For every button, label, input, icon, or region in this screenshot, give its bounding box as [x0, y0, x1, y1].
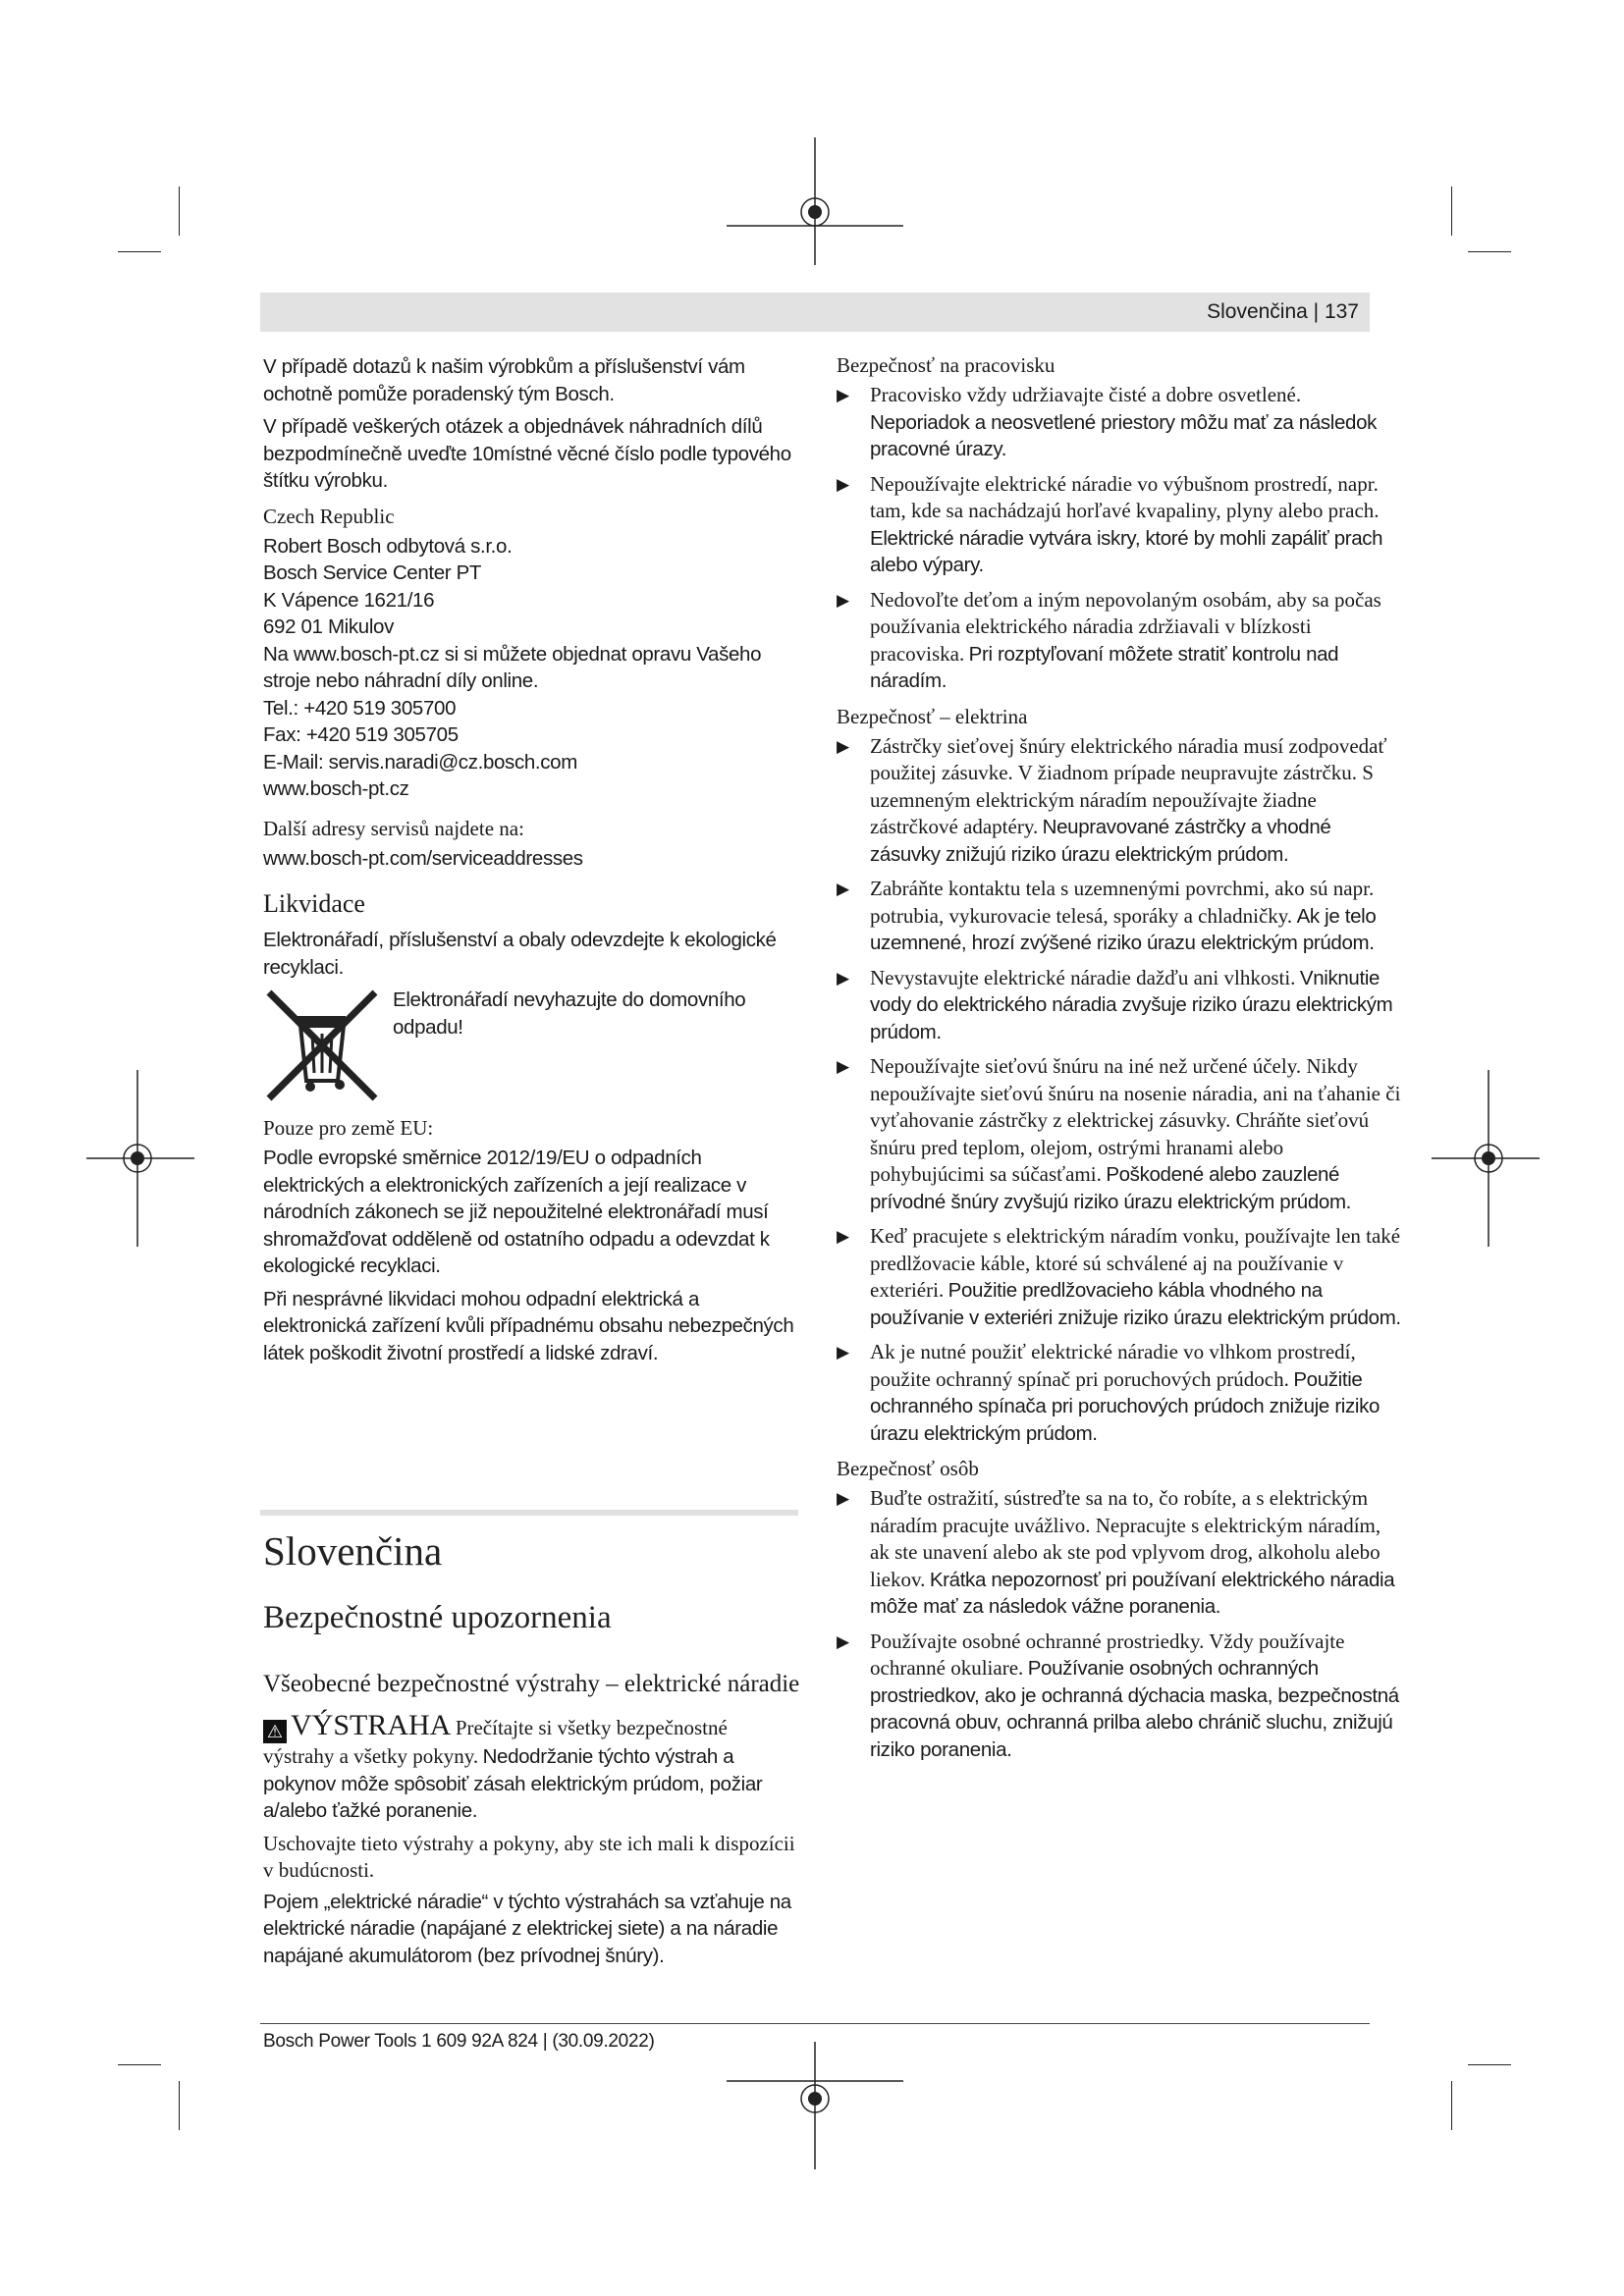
bullet-lead: Nepoužívajte sieťovú šnúru na iné než určené účely. Nikdy nepoužívajte sieťovú šnúru na nosenie náradia, ani na ťahanie či vyťahovanie zástrčky z elektrickej zásuvky. Chráňte sieťovú šnúru pred teplom, olejom, ostrými hranami alebo pohybujúcimi sa súčasťami.	[870, 1054, 1401, 1186]
bullet-rest: Použitie ochranného spínača pri poruchových prúdoch znižuje riziko úrazu elektrickým prúdom.	[870, 1367, 1380, 1445]
contact-intro-1: V případě dotazů k našim výrobkům a příslušenství vám ochotně pomůže poradenský tým Bosch.	[263, 355, 745, 405]
bullet-triangle-icon: ▶	[837, 590, 850, 610]
bullet-lead: Nepoužívajte elektrické náradie vo výbušnom prostredí, napr. tam, kde sa nachádzajú horľavé kvapaliny, plyny alebo prach.	[870, 471, 1380, 522]
footer-rule	[260, 2023, 1370, 2024]
bullet-rest: Používanie osobných ochranných prostriedkov, ako je ochranná dýchacia maska, bezpečnostná pracovná obuv, ochranná prilba alebo chránič sluchu, znižujú riziko poranenia.	[870, 1657, 1399, 1761]
bullet-triangle-icon: ▶	[837, 736, 850, 756]
eu-only-heading: Pouze pro země EU:	[263, 1116, 434, 1140]
bullet-lead: Zástrčky sieťovej šnúry elektrického náradia musí zodpovedať použitej zásuvke. V žiadnom prípade neupravujte zástrčku. S uzemneným elektrickým náradím nepoužívajte žiadne zástrčkové adaptéry.	[870, 733, 1387, 838]
bullet-lead: Keď pracujete s elektrickým náradím vonku, používajte len také predlžovacie káble, ktoré sú schválené aj na používanie v exteriéri.	[870, 1224, 1401, 1302]
bullet-triangle-icon: ▶	[837, 474, 850, 494]
bullet-rest: Neporiadok a neosvetlené priestory môžu mať za následok pracovné úrazy.	[870, 410, 1378, 460]
registration-mark-icon	[727, 2042, 903, 2169]
section-rule	[260, 1510, 798, 1516]
section-title: Bezpečnosť osôb	[837, 1457, 979, 1480]
section-title: Bezpečnosť na pracovisku	[837, 353, 1056, 377]
bullet-item	[837, 471, 1401, 579]
address-line: K Vápence 1621/16	[263, 588, 435, 612]
more-addresses-url[interactable]: www.bosch-pt.com/serviceaddresses	[263, 846, 583, 870]
bullet-item	[837, 876, 1401, 957]
bullet-lead: Buďte ostražití, sústreďte sa na to, čo robíte, a s elektrickým náradím pracujte uvážlivo. Nepracujte s elektrickým náradím, ak ste unavení alebo ak ste pod vplyvom drog, alkoholu alebo liekov.	[870, 1486, 1381, 1591]
safety-title: Bezpečnostné upozornenia	[263, 1600, 612, 1635]
keep-instructions: Uschovajte tieto výstrahy a pokyny, aby ste ich mali k dispozícii v budúcnosti.	[263, 1831, 795, 1882]
bullet-triangle-icon: ▶	[837, 880, 850, 898]
contact-intro-2: V případě veškerých otázek a objednávek náhradních dílů bezpodmínečně uveďte 10místné věcné číslo podle typového štítku výrobku.	[263, 415, 791, 492]
right-column	[837, 353, 1401, 1771]
bullet-triangle-icon: ▶	[837, 1343, 850, 1362]
bullet-triangle-icon: ▶	[837, 1057, 850, 1076]
address-line: Na www.bosch-pt.cz si si můžete objednat opravu Vašeho stroje nebo náhradní díly online.	[263, 642, 762, 692]
more-addresses-label: Další adresy servisů najdete na:	[263, 816, 524, 840]
registration-mark-icon	[727, 137, 903, 265]
address-line: Fax: +420 519 305705	[263, 723, 459, 746]
warning-lead: Prečítajte si všetky bezpečnostné výstrahy a všetky pokyny.	[263, 1716, 728, 1768]
weee-text: Elektronářadí nevyhazujte do domovního odpadu!	[393, 988, 746, 1039]
bullet-lead: Nevystavujte elektrické náradie dažďu ani vlhkosti.	[870, 965, 1296, 989]
bullet-triangle-icon: ▶	[837, 1631, 850, 1651]
bullet-rest: Krátka nepozornosť pri používaní elektrického náradia môže mať za následok vážne poranenia.	[870, 1568, 1395, 1618]
bullet-lead: Pracovisko vždy udržiavajte čisté a dobre osvetlené.	[870, 383, 1302, 406]
address-line: Robert Bosch odbytová s.r.o.	[263, 534, 513, 558]
section-title: Bezpečnosť – elektrina	[837, 704, 1028, 728]
eu-paragraph: Podle evropské směrnice 2012/19/EU o odpadních elektrických a elektronických zařízeních a její realizace v národních zákonech se již nepoužitelné elektronářadí musí shromažďovat odděleně od ostatního odpadu a odevzdat k ekologické recyklaci.	[263, 1147, 770, 1277]
bullet-rest: Elektrické náradie vytvára iskry, ktoré by mohli zapáliť prach alebo výpary.	[870, 526, 1383, 576]
bullet-rest: Použitie predlžovacieho kábla vhodného na používanie v exteriéri znižuje riziko úrazu elektrickým prúdom.	[870, 1279, 1401, 1329]
bullet-lead: Používajte osobné ochranné prostriedky. Vždy používajte ochranné okuliare.	[870, 1629, 1345, 1680]
bullet-triangle-icon: ▶	[837, 1489, 850, 1508]
section-electricity	[837, 705, 1401, 1448]
warning-rest: Nedodržanie týchto výstrah a pokynov môže spôsobiť zásah elektrickým prúdom, požiar a/alebo ťažké poranenie.	[263, 1745, 763, 1822]
address-line: www.bosch-pt.cz	[263, 777, 409, 800]
bullet-lead: Ak je nutné použiť elektrické náradie vo vlhkom prostredí, použite ochranný spínač pri poruchových prúdoch.	[870, 1340, 1356, 1391]
bullet-rest: Vniknutie vody do elektrického náradia zvyšuje riziko úrazu elektrickým prúdom.	[870, 966, 1393, 1043]
weee-notice	[263, 987, 801, 1104]
language-title: Slovenčina	[263, 1528, 443, 1574]
bullet-rest: Ak je telo uzemnené, hrozí zvýšené riziko úrazu elektrickým prúdom.	[870, 904, 1377, 954]
bullet-item	[837, 1053, 1401, 1215]
section-personal	[837, 1457, 1401, 1763]
warnings-block	[263, 1669, 801, 1975]
address-line: Tel.: +420 519 305700	[263, 696, 457, 720]
bullet-triangle-icon: ▶	[837, 386, 850, 404]
bullet-item	[837, 1485, 1401, 1621]
registration-mark-icon	[86, 1070, 194, 1247]
general-warnings-title: Všeobecné bezpečnostné výstrahy – elektrické náradie	[263, 1671, 800, 1697]
left-column	[263, 353, 801, 1372]
crossed-out-wheelie-bin-icon	[263, 987, 381, 1104]
bullet-item	[837, 382, 1401, 463]
bullet-lead: Nedovoľte deťom a iným nepovolaným osobám, aby sa počas používania elektrického náradia zdržiavali v blízkosti pracoviska.	[870, 587, 1381, 666]
warning-label: VÝSTRAHA	[291, 1709, 452, 1741]
address-line: E-Mail: servis.naradi@cz.bosch.com	[263, 750, 577, 774]
bullet-item	[837, 587, 1401, 695]
page-header-label: Slovenčina | 137	[1207, 300, 1359, 323]
bullet-item	[837, 733, 1401, 869]
address-line: Bosch Service Center PT	[263, 561, 482, 584]
bullet-item	[837, 1339, 1401, 1447]
address-block	[263, 533, 801, 803]
bullet-triangle-icon: ▶	[837, 968, 850, 988]
bullet-item	[837, 1223, 1401, 1331]
country-heading: Czech Republic	[263, 504, 395, 528]
bullet-rest: Neupravované zástrčky a vhodné zásuvky znižujú riziko úrazu elektrickým prúdom.	[870, 816, 1331, 866]
address-line: 692 01 Mikulov	[263, 615, 394, 638]
registration-mark-icon	[1432, 1070, 1540, 1247]
bullet-item	[837, 965, 1401, 1046]
term-definition: Pojem „elektrické náradie“ v týchto výstrahách sa vzťahuje na elektrické náradie (napájané z elektrickej siete) a na náradie napájané akumulátorom (bez prívodnej šnúry).	[263, 1890, 791, 1967]
bullet-rest: Pri rozptyľovaní môžete stratiť kontrolu nad náradím.	[870, 642, 1339, 692]
disposal-heading: Likvidace	[263, 889, 365, 918]
bullet-rest: Poškodené alebo zauzlené prívodné šnúry zvyšujú riziko úrazu elektrickým prúdom.	[870, 1163, 1352, 1213]
section-workplace	[837, 353, 1401, 695]
eu-paragraph: Při nesprávné likvidaci mohou odpadní elektrická a elektronická zařízení kvůli případnému obsahu nebezpečných látek poškodit životní prostředí a lidské zdraví.	[263, 1287, 794, 1364]
page-footer: Bosch Power Tools 1 609 92A 824 | (30.09.2022)	[263, 2031, 655, 2052]
disposal-text: Elektronářadí, příslušenství a obaly odevzdejte k ekologické recyklaci.	[263, 929, 777, 979]
bullet-triangle-icon: ▶	[837, 1227, 850, 1246]
header-band	[260, 293, 1370, 332]
bullet-lead: Zabráňte kontaktu tela s uzemnenými povrchmi, ako sú napr. potrubia, vykurovacie telesá, sporáky a chladničky.	[870, 877, 1375, 928]
bullet-item	[837, 1629, 1401, 1764]
warning-paragraph	[263, 1709, 801, 1825]
warning-triangle-icon: ⚠	[263, 1720, 287, 1743]
